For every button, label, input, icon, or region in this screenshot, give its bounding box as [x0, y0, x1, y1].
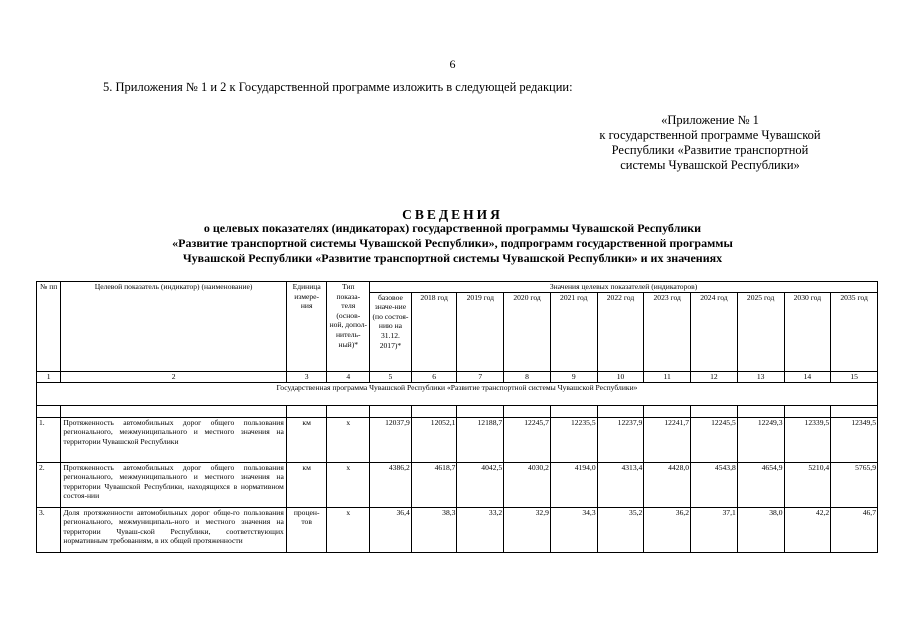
header-year: 2022 год — [597, 292, 644, 371]
column-number: 4 — [327, 371, 370, 382]
value-cell: 4030,2 — [504, 462, 551, 507]
header-type: Тип показа-теля (основ-ной, допол-нитель-ный)* — [327, 282, 370, 372]
column-number: 10 — [597, 371, 644, 382]
subtitle-line: «Развитие транспортной системы Чувашской Республики», подпрограмм государственной программы — [172, 236, 733, 250]
value-cell: 12237,9 — [597, 417, 644, 462]
value-cell: 4042,5 — [457, 462, 504, 507]
value-cell: 46,7 — [831, 507, 878, 552]
type-cell: х — [327, 462, 370, 507]
column-number: 11 — [644, 371, 691, 382]
column-number: 14 — [784, 371, 831, 382]
column-number: 1 — [37, 371, 61, 382]
value-cell: 4386,2 — [370, 462, 412, 507]
unit-cell: км — [286, 417, 327, 462]
row-number: 1. — [37, 417, 61, 462]
value-cell: 12052,1 — [411, 417, 457, 462]
value-cell: 38,3 — [411, 507, 457, 552]
value-cell: 12249,3 — [737, 417, 784, 462]
column-number: 8 — [504, 371, 551, 382]
header-year: 2019 год — [457, 292, 504, 371]
empty-cell — [61, 405, 286, 417]
column-number: 7 — [457, 371, 504, 382]
empty-cell — [831, 405, 878, 417]
header-year: 2023 год — [644, 292, 691, 371]
empty-cell — [691, 405, 738, 417]
spacer-row — [37, 405, 878, 417]
value-cell: 4428,0 — [644, 462, 691, 507]
subtitle-line: о целевых показателях (индикаторах) государственной программы Чувашской Республики — [203, 221, 702, 235]
value-cell: 4654,9 — [737, 462, 784, 507]
empty-cell — [411, 405, 457, 417]
appendix-line: «Приложение № 1 — [661, 113, 759, 127]
column-number-row — [37, 371, 878, 382]
empty-cell — [644, 405, 691, 417]
header-year: 2030 год — [784, 292, 831, 371]
column-number: 12 — [691, 371, 738, 382]
empty-cell — [737, 405, 784, 417]
header-base: базовое значе-ние (по состоя-нию на 31.12. 2017)* — [370, 292, 412, 371]
header-year: 2024 год — [691, 292, 738, 371]
document-subtitle — [60, 221, 845, 266]
value-cell: 12245,7 — [504, 417, 551, 462]
document-title: СВЕДЕНИЯ — [402, 207, 503, 222]
header-year: 2025 год — [737, 292, 784, 371]
indicator-name: Доля протяженности автомобильных дорог обще-го пользования регионального, межмуниципаль-ного и местного значения на территории Чуваш-ской Республики, соответствующих нормативным требованиям, в их общей протяженности — [61, 507, 286, 552]
empty-cell — [327, 405, 370, 417]
empty-cell — [504, 405, 551, 417]
header-year: 2035 год — [831, 292, 878, 371]
value-cell: 36,4 — [370, 507, 412, 552]
value-cell: 12241,7 — [644, 417, 691, 462]
unit-cell: км — [286, 462, 327, 507]
value-cell: 4618,7 — [411, 462, 457, 507]
empty-cell — [597, 405, 644, 417]
value-cell: 4543,8 — [691, 462, 738, 507]
value-cell: 12339,5 — [784, 417, 831, 462]
value-cell: 5765,9 — [831, 462, 878, 507]
column-number: 3 — [286, 371, 327, 382]
header-year: 2018 год — [411, 292, 457, 371]
page-number: 6 — [449, 57, 456, 71]
program-title: Государственная программа Чувашской Республики «Развитие транспортной системы Чувашской Республики» — [37, 382, 878, 405]
column-number: 2 — [61, 371, 286, 382]
value-cell: 12349,5 — [831, 417, 878, 462]
value-cell: 32,9 — [504, 507, 551, 552]
indicator-name: Протяженность автомобильных дорог общего пользования регионального, межмуниципального и местного значения на территории Чувашской Республики — [61, 417, 286, 462]
value-cell: 12188,7 — [457, 417, 504, 462]
table-row — [37, 417, 878, 462]
value-cell: 33,2 — [457, 507, 504, 552]
type-cell: х — [327, 507, 370, 552]
column-number: 13 — [737, 371, 784, 382]
row-number: 2. — [37, 462, 61, 507]
column-number: 15 — [831, 371, 878, 382]
value-cell: 4194,0 — [550, 462, 597, 507]
empty-cell — [37, 405, 61, 417]
header-year: 2021 год — [550, 292, 597, 371]
empty-cell — [457, 405, 504, 417]
row-number: 3. — [37, 507, 61, 552]
value-cell: 12245,5 — [691, 417, 738, 462]
appendix-line: Республики «Развитие транспортной — [611, 143, 809, 157]
column-number: 5 — [370, 371, 412, 382]
value-cell: 5210,4 — [784, 462, 831, 507]
table-row — [37, 507, 878, 552]
column-number: 9 — [550, 371, 597, 382]
value-cell: 12235,5 — [550, 417, 597, 462]
header-num: № пп — [37, 282, 61, 372]
column-number: 6 — [411, 371, 457, 382]
value-cell: 37,1 — [691, 507, 738, 552]
indicators-table — [36, 281, 878, 553]
subtitle-line: Чувашской Республики «Развитие транспортной системы Чувашской Республики» и их значениях — [182, 251, 723, 265]
indicator-name: Протяженность автомобильных дорог общего пользования регионального, межмуниципального и местного значения на территории Чувашской Республики, находящихся в нормативном состоя-нии — [61, 462, 286, 507]
header-unit: Единица измере-ния — [286, 282, 327, 372]
empty-cell — [370, 405, 412, 417]
value-cell: 38,0 — [737, 507, 784, 552]
appendix-line: к государственной программе Чувашской — [599, 128, 821, 142]
header-indicator: Целевой показатель (индикатор) (наименование) — [61, 282, 286, 372]
empty-cell — [550, 405, 597, 417]
empty-cell — [784, 405, 831, 417]
header-year: 2020 год — [504, 292, 551, 371]
unit-cell: процен-тов — [286, 507, 327, 552]
value-cell: 35,2 — [597, 507, 644, 552]
program-title-row — [37, 382, 878, 405]
empty-cell — [286, 405, 327, 417]
appendix-line: системы Чувашской Республики» — [620, 158, 800, 172]
type-cell: х — [327, 417, 370, 462]
value-cell: 36,2 — [644, 507, 691, 552]
intro-paragraph: 5. Приложения № 1 и 2 к Государственной программе изложить в следующей редакции: — [103, 80, 573, 94]
value-cell: 4313,4 — [597, 462, 644, 507]
value-cell: 42,2 — [784, 507, 831, 552]
header-values-group: Значения целевых показателей (индикаторов) — [370, 282, 878, 293]
value-cell: 34,3 — [550, 507, 597, 552]
value-cell: 12037,9 — [370, 417, 412, 462]
table-row — [37, 462, 878, 507]
appendix-heading — [575, 113, 845, 173]
